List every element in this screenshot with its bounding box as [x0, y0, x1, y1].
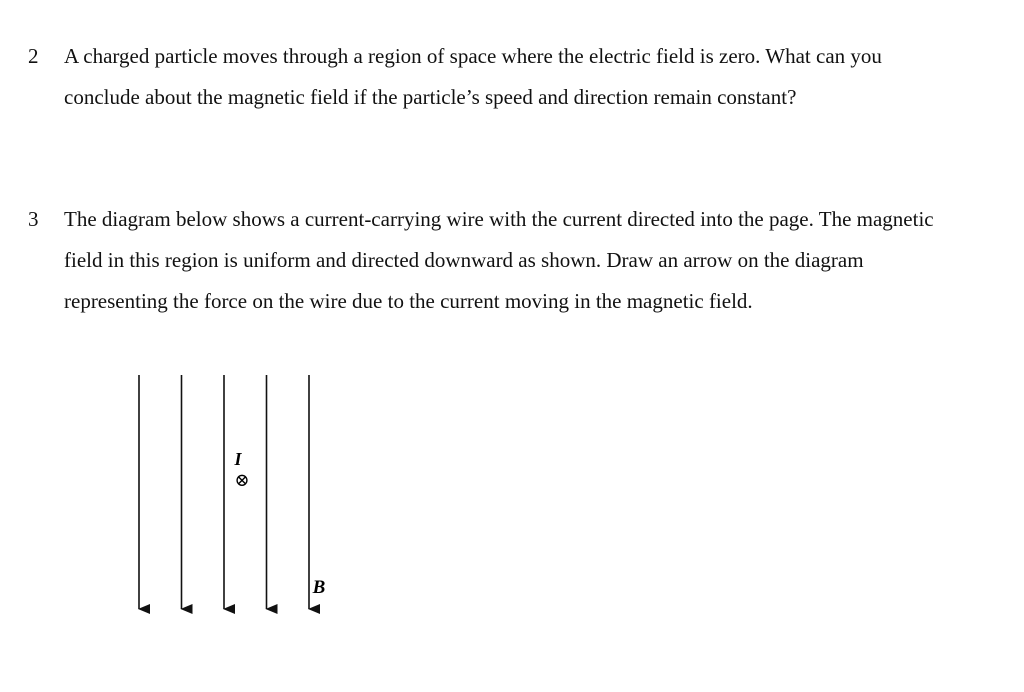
field-lines-group — [139, 375, 309, 609]
question-number: 2 — [28, 44, 39, 68]
question-text: The diagram below shows a current-carrying wire with the current directed into the page. The magnetic field in this region is uniform and directed downward as shown. Draw an arrow on the diagram representing the force on the wire due to the current moving in the magnetic field. — [64, 207, 934, 313]
question-number: 3 — [28, 207, 39, 231]
current-label: I — [234, 449, 242, 469]
diagram-svg — [120, 365, 340, 625]
wire-current-into-page — [233, 449, 249, 490]
question-text: A charged particle moves through a region of space where the electric field is zero. What can you conclude about the magnetic field if the particle’s speed and direction remain constant? — [64, 44, 882, 109]
field-label: B — [312, 577, 326, 598]
into-page-symbol: ⊗ — [234, 470, 250, 490]
magnetic-field-diagram — [120, 365, 340, 625]
